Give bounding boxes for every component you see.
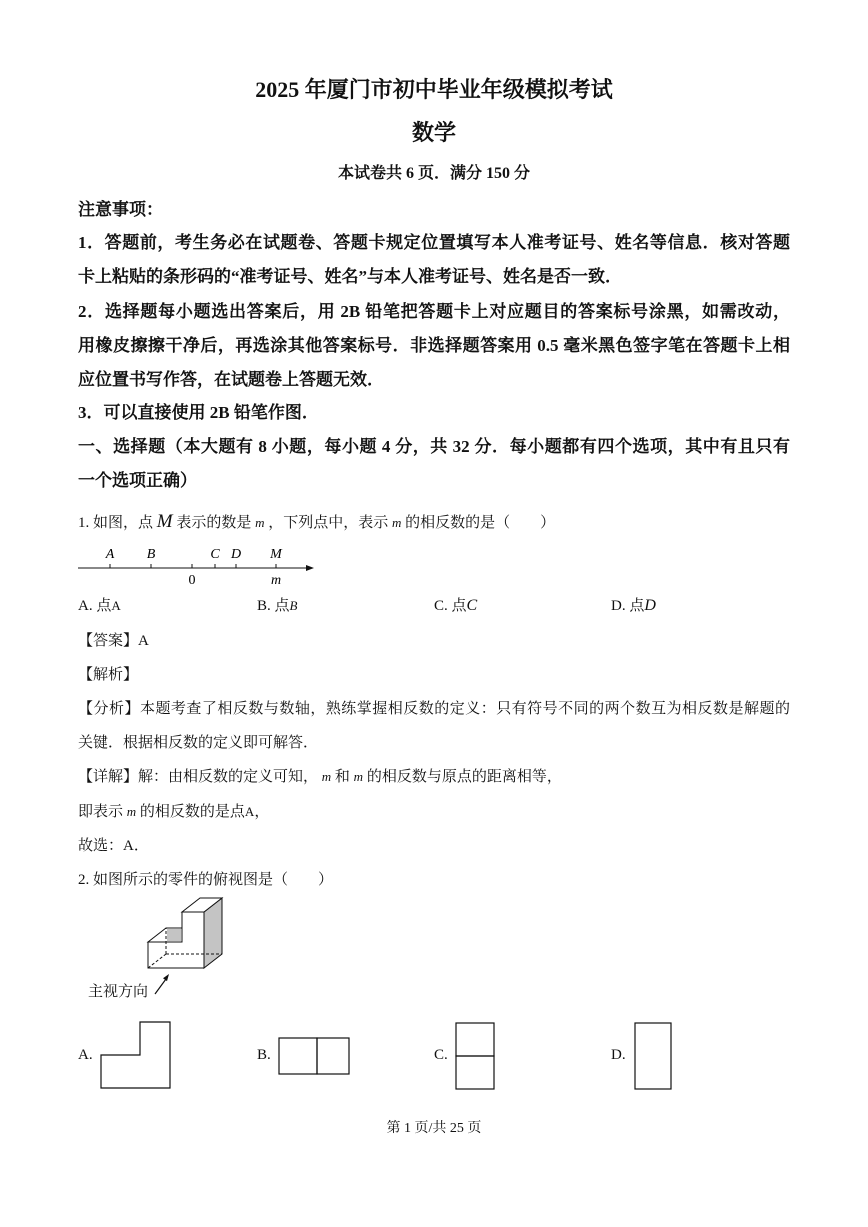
view-direction-label: 主视方向 <box>88 984 149 1000</box>
view-direction-arrow <box>155 979 166 994</box>
q1-detail-text: ， <box>254 804 270 820</box>
note-line: 1．答题前，考生务必在试题卷、答题卡规定位置填写本人准考证号、姓名等信息．核对答题 <box>78 233 790 252</box>
note-line: 3．可以直接使用 2B 铅笔作图． <box>78 403 319 422</box>
page-footer: 第 1 页/共 25 页 <box>386 1121 482 1136</box>
option-var: B <box>289 598 298 613</box>
q2-option-b-figure <box>278 1036 351 1076</box>
section-heading: 一个选项正确） <box>78 471 197 490</box>
note-line: 卡上粘贴的条形码的“准考证号、姓名”与本人准考证号、姓名是否一致． <box>78 267 622 286</box>
q2-option-c-figure <box>455 1021 496 1091</box>
option-label: 点 <box>451 598 467 614</box>
q2-option-c-label: C. <box>434 1047 448 1063</box>
q1-detail-2 <box>78 802 269 822</box>
q1-stem-text: 的相反数的是（ ） <box>405 515 556 531</box>
rect-top <box>456 1023 494 1056</box>
q2-option-d-label: D. <box>611 1047 626 1063</box>
number-line-arrow <box>306 565 314 571</box>
rect-bottom <box>456 1056 494 1089</box>
q1-stem-text: 表示的数是 <box>176 515 252 531</box>
label-d: D <box>230 547 242 562</box>
q1-option-d <box>611 596 656 616</box>
q1-stem-text: 1. 如图，点 <box>78 515 154 531</box>
number-line <box>70 540 320 590</box>
q1-detail-text: 即表示 <box>78 804 124 820</box>
note-line: 用橡皮擦擦干净后，再选涂其他答案标号．非选择题答案用 0.5 毫米黑色签字笔在答题卡上相 <box>78 336 790 355</box>
q1-detail-text: 【详解】解：由相反数的定义可知， <box>78 769 319 785</box>
part-step-shade <box>167 929 181 941</box>
l-shape <box>101 1022 170 1088</box>
var-m: m <box>392 515 402 530</box>
q2-option-d-figure <box>634 1021 673 1091</box>
exam-info: 本试卷共 6 页．满分 150 分 <box>337 165 530 182</box>
option-key: B. <box>257 598 271 614</box>
label-c: C <box>210 547 220 562</box>
q1-detail-text: 和 <box>334 769 350 785</box>
q2-option-b-label: B. <box>257 1047 271 1063</box>
view-direction-arrowhead <box>163 974 169 981</box>
rect-left <box>279 1038 317 1074</box>
option-key: A. <box>78 598 93 614</box>
q2-option-a-figure <box>100 1020 172 1090</box>
point-a: A <box>244 804 255 819</box>
q1-analysis-line: 【分析】本题考查了相反数与数轴，熟练掌握相反数的定义：只有符号不同的两个数互为相反数是解题的 <box>78 701 790 717</box>
var-m: m <box>321 769 332 784</box>
q1-answer: 【答案】A <box>78 633 149 649</box>
note-line: 应位置书写作答，在试题卷上答题无效． <box>78 370 384 389</box>
rect-tall <box>635 1023 671 1089</box>
var-m: m <box>255 515 265 530</box>
label-m-value: m <box>270 573 282 588</box>
var-M: M <box>156 511 173 532</box>
q1-option-a <box>78 596 121 616</box>
option-key: D. <box>611 598 626 614</box>
option-var: C <box>466 597 478 614</box>
q1-option-b <box>257 596 297 616</box>
rect-right <box>317 1038 349 1074</box>
label-m-point: M <box>270 547 282 562</box>
option-label: 点 <box>96 598 112 614</box>
q1-stem <box>78 512 555 532</box>
var-m: m <box>353 769 364 784</box>
option-var: A <box>111 598 121 613</box>
q1-analysis-line: 关键．根据相反数的定义即可解答． <box>78 735 319 751</box>
label-a: A <box>105 547 115 562</box>
option-label: 点 <box>274 598 290 614</box>
q1-detail <box>78 767 562 787</box>
section-heading: 一、选择题（本大题有 8 小题，每小题 4 分，共 32 分．每小题都有四个选项，其中有且只有 <box>78 437 790 456</box>
note-line: 2．选择题每小题选出答案后，用 2B 铅笔把答题卡上对应题目的答案标号涂黑，如需改动， <box>78 302 790 321</box>
q1-analysis-heading: 【解析】 <box>78 667 139 683</box>
q1-option-c <box>434 596 477 616</box>
var-m: m <box>126 804 137 819</box>
q1-detail-text: 的相反数的是点 <box>139 804 245 820</box>
notes-heading: 注意事项： <box>78 200 163 219</box>
q2-stem: 2. 如图所示的零件的俯视图是（ ） <box>78 872 334 888</box>
option-key: C. <box>434 598 448 614</box>
q1-conclusion: 故选：A． <box>78 838 149 854</box>
option-label: 点 <box>629 598 645 614</box>
label-zero: 0 <box>188 573 196 588</box>
subject-title: 数学 <box>411 120 456 145</box>
label-b: B <box>146 547 156 562</box>
exam-title: 2025 年厦门市初中毕业年级模拟考试 <box>255 77 613 102</box>
q1-stem-text: ，下列点中，表示 <box>268 515 389 531</box>
q1-detail-text: 的相反数与原点的距离相等， <box>366 769 562 785</box>
q2-option-a-label: A. <box>78 1047 93 1063</box>
option-var: D <box>644 597 656 614</box>
